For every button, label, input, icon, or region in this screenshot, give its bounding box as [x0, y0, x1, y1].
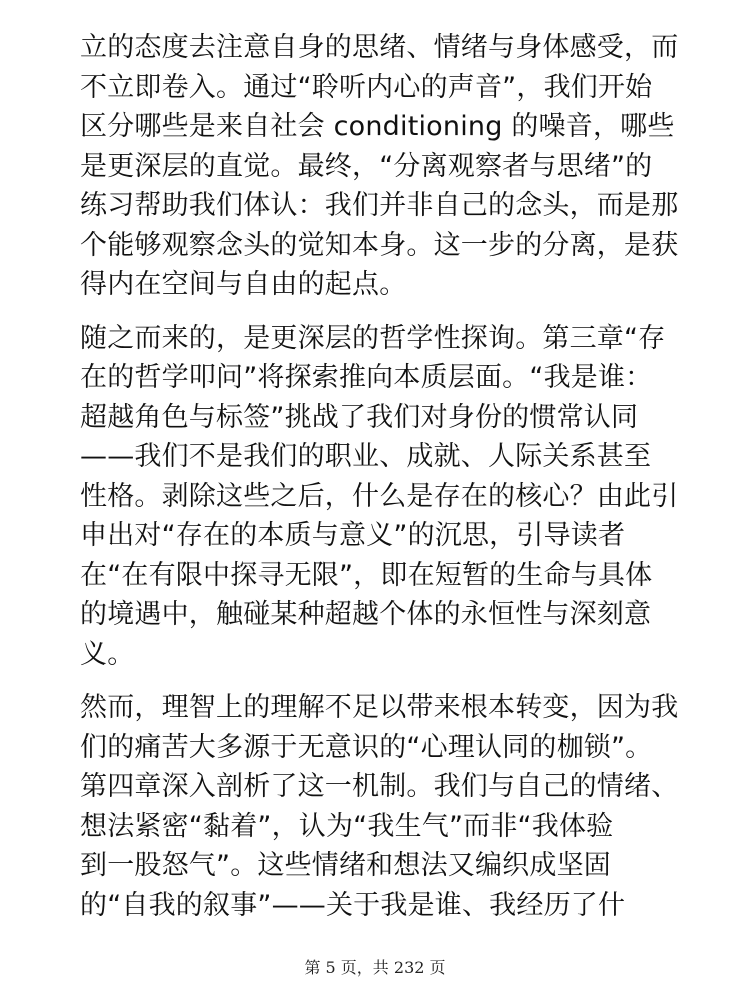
- text-line: 个能够观察念头的觉知本身。这一步的分离，是获: [80, 229, 679, 261]
- text-line: 随之而来的，是更深层的哲学性探询。第三章“存: [80, 322, 666, 354]
- page-number-footer: 第 5 页，共 232 页: [304, 958, 446, 977]
- text-line: 第四章深入剖析了这一机制。我们与自己的情绪、: [80, 771, 679, 802]
- text-line: 练习帮助我们体认：我们并非自己的念头，而是那: [80, 190, 679, 221]
- text-line: 到一股怒气”。这些情绪和想法又编织成坚固: [80, 850, 611, 881]
- paragraph-1: [80, 28, 680, 305]
- text-line: 区分哪些是来自社会 conditioning 的噪音，哪些: [80, 111, 675, 142]
- text-line: 得内在空间与自由的起点。: [80, 269, 407, 300]
- text-line: 的“自我的叙事”——关于我是谁、我经历了什: [80, 889, 626, 921]
- text-line: 在的哲学叩问”将探索推向本质层面。“我是谁：: [80, 362, 653, 393]
- text-line: 然而，理智上的理解不足以带来根本转变，因为我: [80, 692, 679, 723]
- text-line: 立的态度去注意自身的思绪、情绪与身体感受，而: [80, 32, 679, 63]
- paragraph-2: [80, 319, 680, 675]
- page-body: [80, 28, 680, 939]
- text-line: 们的痛苦大多源于无意识的“心理认同的枷锁”。: [80, 731, 653, 763]
- text-line: 在“在有限中探寻无限”，即在短暂的生命与具体: [80, 559, 653, 591]
- text-line: 是更深层的直觉。最终，“分离观察者与思绪”的: [80, 150, 653, 182]
- text-line: 不立即卷入。通过“聆听内心的声音”，我们开始: [80, 71, 653, 103]
- text-line: ——我们不是我们的职业、成就、人际关系甚至: [80, 441, 652, 472]
- text-line: 义。: [80, 638, 135, 670]
- text-line: 想法紧密“黏着”，认为“我生气”而非“我体验: [80, 810, 614, 842]
- paragraph-3: [80, 688, 680, 925]
- text-line: 申出对“存在的本质与意义”的沉思，引导读者: [80, 520, 626, 551]
- text-line: 超越角色与标签”挑战了我们对身份的惯常认同: [80, 401, 639, 433]
- text-line: 的境遇中，触碰某种超越个体的永恒性与深刻意: [80, 599, 652, 630]
- text-line: 性格。剥除这些之后，什么是存在的核心？由此引: [80, 480, 679, 512]
